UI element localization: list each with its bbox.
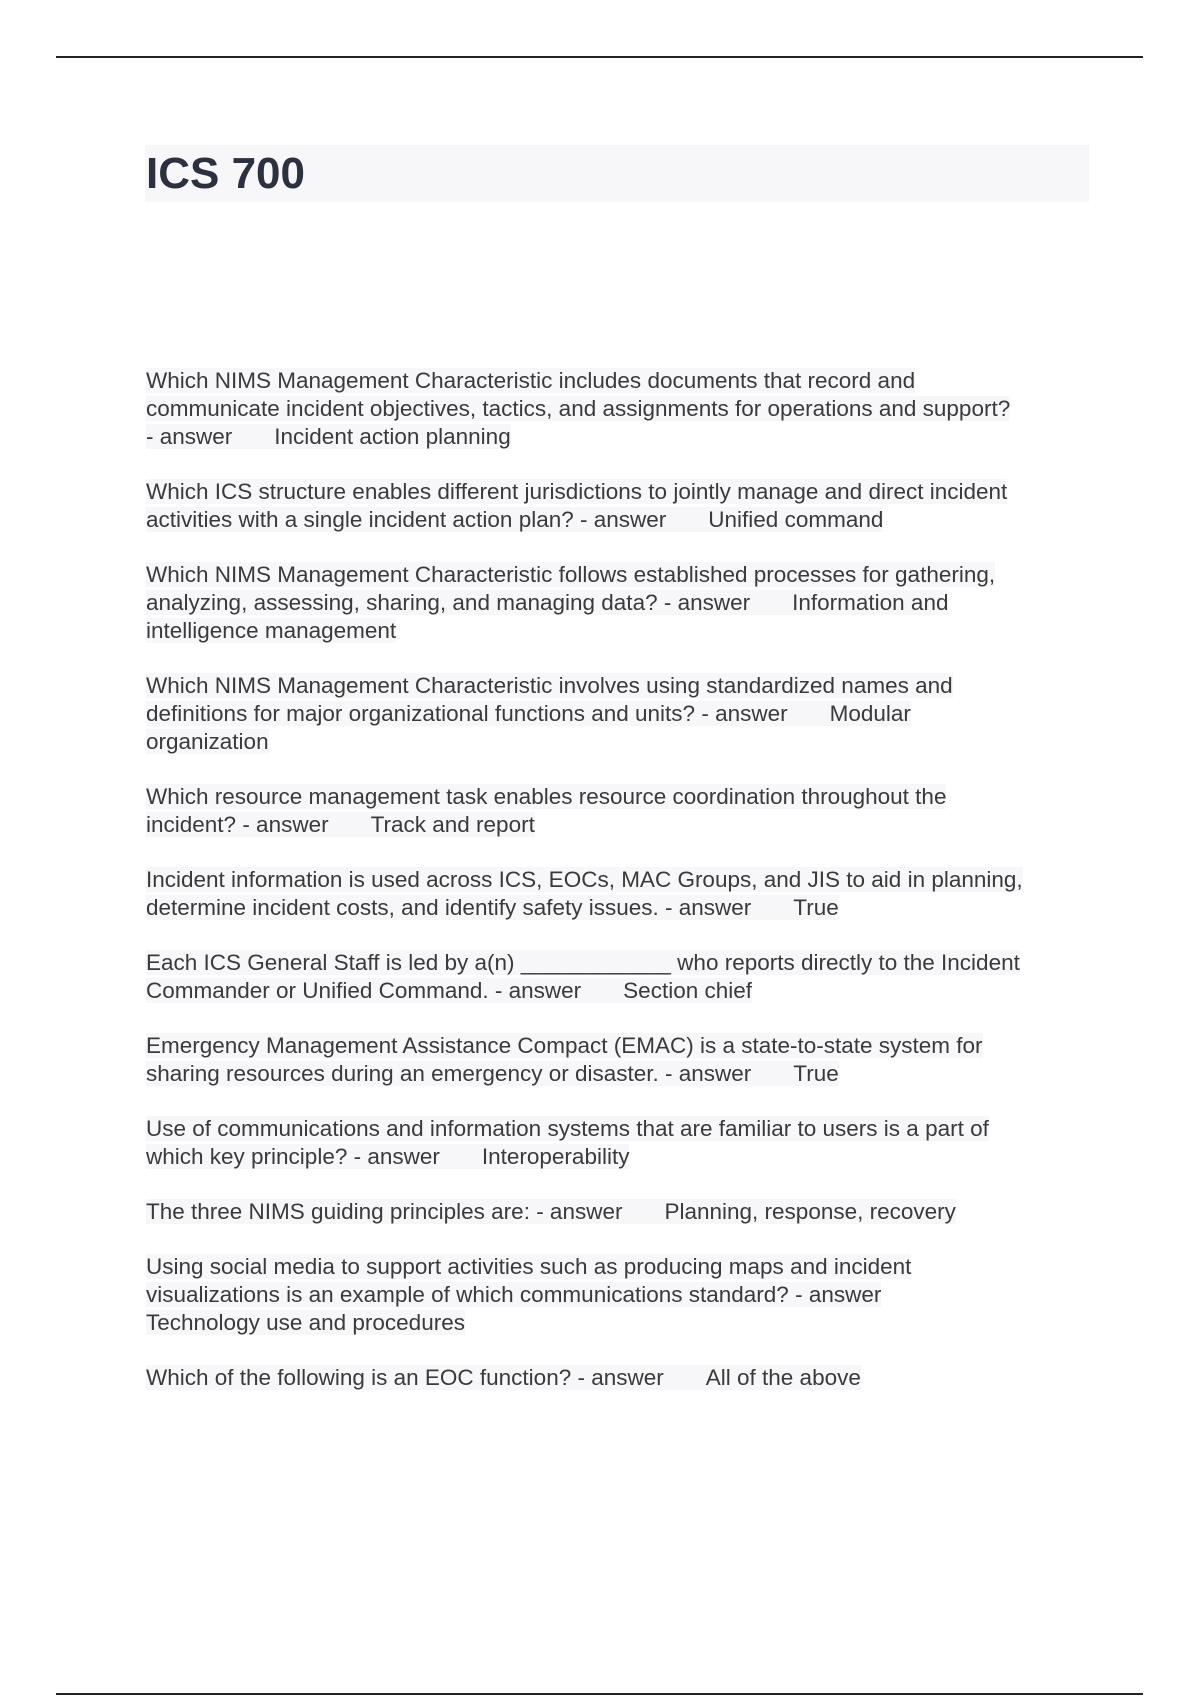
question-text: Which ICS structure enables different jurisdictions to jointly manage and direct incident xyxy=(146,479,1008,504)
question-line xyxy=(146,1281,1091,1309)
question-answer-line xyxy=(146,1143,1091,1171)
answer-prompt: activities with a single incident action plan? - answer xyxy=(146,507,667,532)
answer-prompt: definitions for major organizational functions and units? - answer xyxy=(146,701,788,726)
question-text: Incident information is used across ICS, EOCs, MAC Groups, and JIS to aid in planning, xyxy=(146,867,1023,892)
question-text: Which NIMS Management Characteristic involves using standardized names and xyxy=(146,673,953,698)
qa-item xyxy=(146,561,1091,645)
question-text: visualizations is an example of which communications standard? - answer xyxy=(146,1282,882,1307)
answer-prompt: Which of the following is an EOC function? - answer xyxy=(146,1365,664,1390)
answer-text: Incident action planning xyxy=(274,424,511,449)
question-text: Each ICS General Staff is led by a(n) ____________ who reports directly to the Incident xyxy=(146,950,1020,975)
answer-text: Unified command xyxy=(708,507,884,532)
answer-text: intelligence management xyxy=(146,618,397,643)
question-text: Which NIMS Management Characteristic includes documents that record and xyxy=(146,368,916,393)
answer-prompt: sharing resources during an emergency or disaster. - answer xyxy=(146,1061,752,1086)
answer-line xyxy=(146,1309,1091,1337)
question-answer-line xyxy=(146,811,1091,839)
question-line xyxy=(146,672,1091,700)
answer-text: Planning, response, recovery xyxy=(664,1199,956,1224)
answer-text: organization xyxy=(146,729,269,754)
answer-prompt: Commander or Unified Command. - answer xyxy=(146,978,582,1003)
question-answer-line xyxy=(146,423,1091,451)
answer-text: Track and report xyxy=(370,812,535,837)
question-text: Use of communications and information systems that are familiar to users is a part of xyxy=(146,1116,989,1141)
question-text: Using social media to support activities such as producing maps and incident xyxy=(146,1254,912,1279)
question-answer-line xyxy=(146,1364,1091,1392)
answer-text: Technology use and procedures xyxy=(146,1310,465,1335)
question-answer-line xyxy=(146,589,1091,617)
question-answer-line xyxy=(146,1198,1091,1226)
qa-item xyxy=(146,783,1091,839)
question-line xyxy=(146,1253,1091,1281)
question-answer-line xyxy=(146,894,1091,922)
question-answer-line xyxy=(146,1060,1091,1088)
question-answer-line xyxy=(146,977,1091,1005)
document-title: ICS 700 xyxy=(146,149,305,198)
question-line xyxy=(146,866,1091,894)
question-text: communicate incident objectives, tactics, and assignments for operations and support? xyxy=(146,396,1011,421)
answer-text: Modular xyxy=(829,701,911,726)
answer-prompt: The three NIMS guiding principles are: - answer xyxy=(146,1199,623,1224)
qa-item xyxy=(146,1253,1091,1337)
question-line xyxy=(146,1115,1091,1143)
qa-item xyxy=(146,949,1091,1005)
answer-text: Section chief xyxy=(623,978,752,1003)
answer-text: All of the above xyxy=(705,1365,861,1390)
qa-item xyxy=(146,866,1091,922)
answer-prompt: determine incident costs, and identify safety issues. - answer xyxy=(146,895,752,920)
question-line xyxy=(146,1032,1091,1060)
question-line xyxy=(146,949,1091,977)
question-answer-line xyxy=(146,700,1091,728)
answer-prompt: analyzing, assessing, sharing, and managing data? - answer xyxy=(146,590,751,615)
question-text: Which resource management task enables resource coordination throughout the xyxy=(146,784,947,809)
answer-line xyxy=(146,728,1091,756)
answer-prompt: incident? - answer xyxy=(146,812,329,837)
answer-text: True xyxy=(793,895,839,920)
answer-text: Information and xyxy=(792,590,949,615)
question-line xyxy=(146,395,1091,423)
top-rule xyxy=(56,56,1143,58)
answer-text: True xyxy=(793,1061,839,1086)
question-line xyxy=(146,561,1091,589)
question-text: Which NIMS Management Characteristic follows established processes for gathering, xyxy=(146,562,996,587)
answer-prompt: - answer xyxy=(146,424,233,449)
answer-line xyxy=(146,617,1091,645)
question-line xyxy=(146,783,1091,811)
question-answer-line xyxy=(146,506,1091,534)
qa-list xyxy=(146,367,1091,1419)
answer-text: Interoperability xyxy=(481,1144,630,1169)
qa-item xyxy=(146,1364,1091,1392)
qa-item xyxy=(146,367,1091,451)
question-line xyxy=(146,367,1091,395)
question-line xyxy=(146,478,1091,506)
bottom-rule xyxy=(56,1693,1143,1695)
qa-item xyxy=(146,1115,1091,1171)
qa-item xyxy=(146,672,1091,756)
question-text: Emergency Management Assistance Compact (EMAC) is a state-to-state system for xyxy=(146,1033,983,1058)
qa-item xyxy=(146,1032,1091,1088)
qa-item xyxy=(146,1198,1091,1226)
qa-item xyxy=(146,478,1091,534)
answer-prompt: which key principle? - answer xyxy=(146,1144,440,1169)
